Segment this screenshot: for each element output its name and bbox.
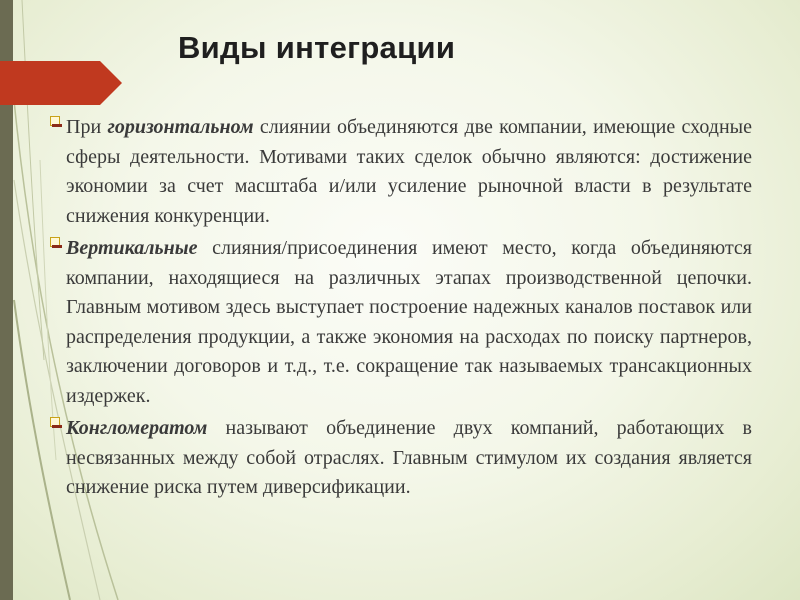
bullet-conglomerate [66,414,752,503]
bullet-term: Конгломератом [66,417,208,439]
bullet-horizontal [66,113,752,231]
square-bullet-icon [50,237,62,249]
square-bullet-icon [50,116,62,128]
bullet-term: Вертикальные [66,237,198,259]
title-arrow-shape [0,61,122,105]
slide-title: Виды интеграции [178,30,456,65]
bullet-vertical [66,234,752,411]
bullet-text: слияния/присоединения имеют место, когда объединяются компании, находящиеся на различных этапах производственной цепочки. Главным мотивом здесь выступает построение надежных каналов поставок или распределения продукции, а также экономия на расходах по поиску партнеров, заключении договоров и т.д., т.е. сокращение так называемых трансакционных издержек. [66,237,752,407]
slide-content [66,113,752,506]
square-bullet-icon [50,417,62,429]
bullet-lead: При [66,116,108,138]
bullet-text: называют объединение двух компаний, работающих в несвязанных между собой отраслях. Главным стимулом их создания является снижение риска путем диверсификации. [66,417,752,498]
bullet-text: слиянии объединяются две компании, имеющие сходные сферы деятельности. Мотивами таких сделок обычно являются: достижение экономии за счет масштаба и/или усиление рыночной власти в результате снижения конкуренции. [66,116,752,227]
bullet-term: горизонтальном [107,116,254,138]
